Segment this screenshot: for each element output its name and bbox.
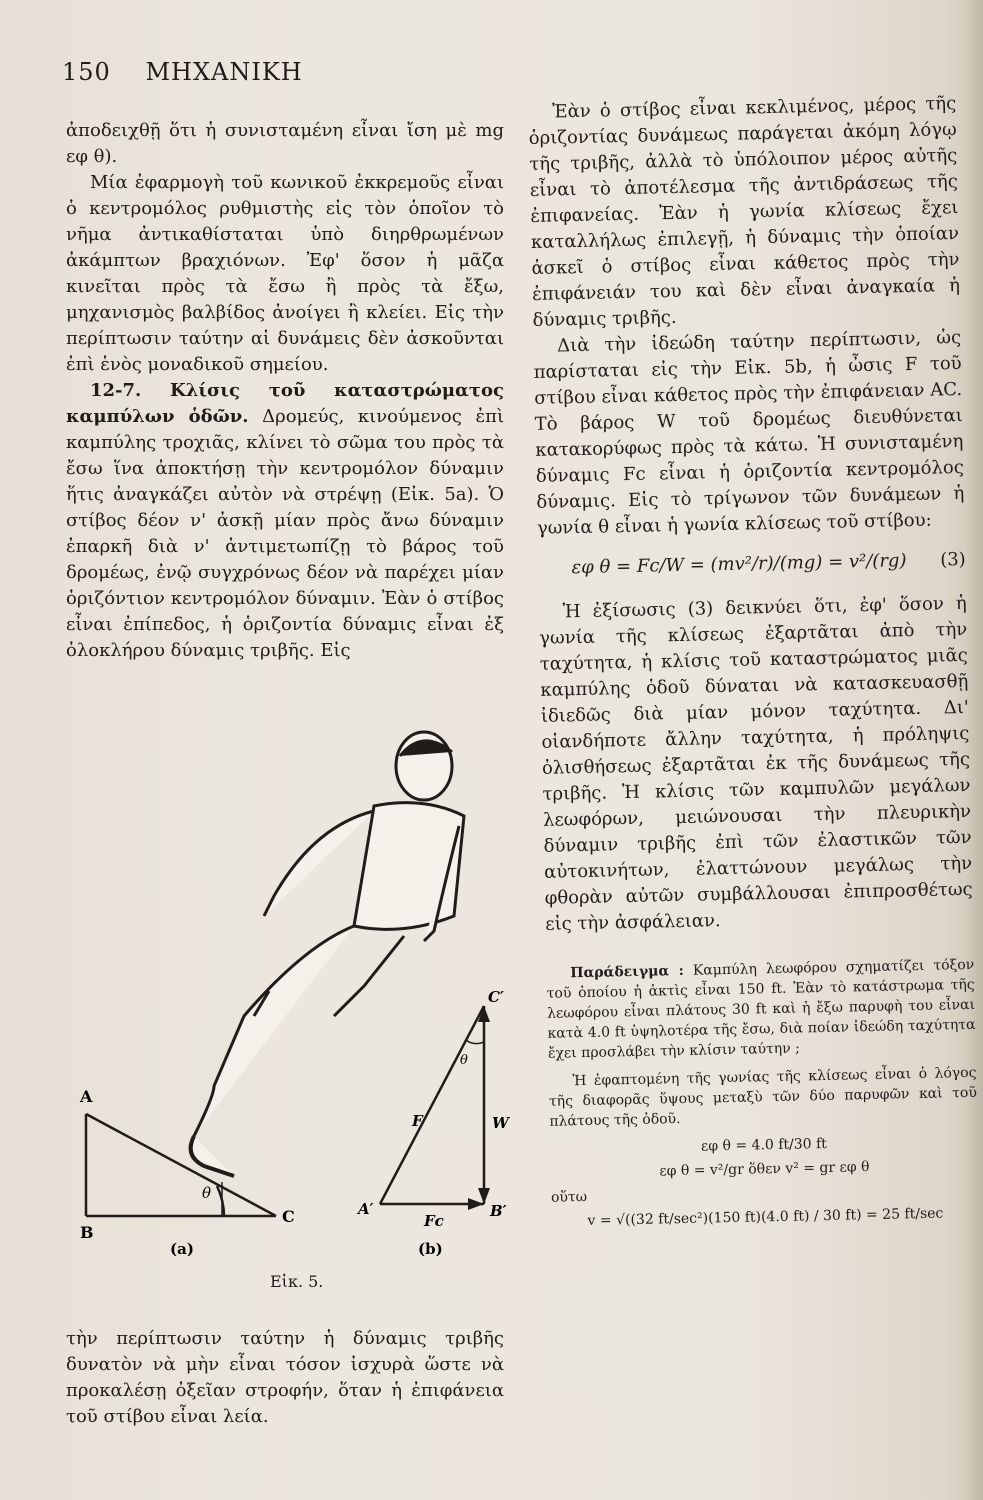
right-column <box>528 91 980 1236</box>
label-C-prime: C′ <box>488 988 504 1006</box>
arrowhead-W <box>478 1188 490 1204</box>
label-a: (a) <box>170 1240 194 1256</box>
paragraph: Δρομεύς, κινούμενος ἐπὶ καμπύλης τροχιᾶς, κλίνει τὸ σῶμα του πρὸς τὰ ἔσω ἵνα ἀποκτήσῃ τὴν κεντρομόλον δύναμιν ἥτις ἀναγκάζει αὐτὸν νὰ στρέψῃ (Εἰκ. 5a). Ὁ στίβος δέον ν' ἀσκῇ μίαν πρὸς ἄνω δύναμιν ἐπαρκῆ διὰ ν' ἀντιμετωπίζῃ τὸ βάρος τοῦ δρομέως, ἐνῷ συγχρόνως δέον νὰ παρέχει μίαν ὁριζόντιον κεντρομόλον δύναμιν. Ἐὰν ὁ στίβος εἶναι ἐπίπεδος, ἡ ὁριζοντία δύναμις εἶναι ἐξ ὁλοκλήρου δύναμις τριβῆς. Εἰς <box>66 406 504 661</box>
label-Fc: Fc <box>424 1212 444 1230</box>
label-A: A <box>80 1087 93 1106</box>
label-C: C <box>282 1207 295 1226</box>
left-column <box>66 118 504 664</box>
page-number: 150 <box>62 58 111 86</box>
example-label: Παράδειγμα : <box>570 962 685 982</box>
label-A-prime: A′ <box>358 1200 374 1218</box>
example-question: Καμπύλη λεωφόρου σχηματίζει τόξον τοῦ ὁποίου ἡ ἀκτὶς εἶναι 150 ft. Ἐὰν τὸ κατάστρωμα τῆς λεωφόρου εἶναι πλάτους 30 ft καὶ ἡ ἔξω παρυφὴ του εἶναι κατὰ 4.0 ft ὑψηλοτέρα τῆς ἔσω, διὰ ποίαν ἰδεώδη ταχύτητα ἔχει προσλάβει τὴν κλίσιν ταύτην ; <box>546 956 976 1062</box>
arrowhead-Fc <box>468 1198 484 1210</box>
label-b: (b) <box>418 1240 443 1256</box>
paragraph: ἀποδειχθῇ ὅτι ἡ συνισταμένη εἶναι ἴση μὲ mg εφ θ). <box>66 120 504 167</box>
calc-line: v = √((32 ft/sec²)(150 ft)(4.0 ft) / 30 ft) = 25 ft/sec <box>587 1205 944 1229</box>
section-heading: 12-7. Κλίσις τοῦ καταστρώματος καμπύλων ὁδῶν. <box>66 380 504 427</box>
paragraph: Διὰ τὴν ἰδεώδη ταύτην περίπτωσιν, ὡς παρίσταται εἰς τὴν Εἰκ. 5b, ἡ ὦσις F τοῦ στίβου εἶναι κάθετος πρὸς τὴν ἐπιφάνειαν AC. Τὸ βάρος W τοῦ δρομέως διευθύνεται κατακορύφως πρὸς τὰ κάτω. Ἡ συνισταμένη δύναμις Fc εἶναι ἡ ὁριζοντία κεντρομόλος δύναμις. Εἰς τὸ τρίγωνον τῶν δυνάμεων ἡ γωνία θ εἶναι ἡ γωνία κλίσεως τοῦ στίβου: <box>533 326 965 539</box>
example-solution: Ἡ ἐφαπτομένη τῆς γωνίας τῆς κλίσεως εἶναι ὁ λόγος τῆς διαφορᾶς ὕψους μεταξὺ τῶν δύο παρυφῶν καὶ τοῦ πλάτους τῆς ὁδοῦ. <box>548 1064 978 1130</box>
equation-text: εφ θ = Fc/W = (mv²/r)/(mg) = v²/(rg) <box>571 550 907 579</box>
calc-prefix: οὕτω <box>550 1189 588 1206</box>
paragraph: Μία ἐφαρμογὴ τοῦ κωνικοῦ ἐκκρεμοῦς εἶναι ὁ κεντρομόλος ρυθμιστὴς εἰς τὸν ὁποῖον τὸ νῆμα ἀντικαθίσταται ὑπὸ διηρθρωμένων ἀκάμπτων βραχιόνων. Ἐφ' ὅσον ἡ μᾶζα κινεῖται πρὸς τὰ ἔσω ἢ πρὸς τὰ ἔξω, μηχανισμὸς βαλβίδος ἀνοίγει ἢ κλείει. Εἰς τὴν περίπτωσιν ταύτην αἱ δυνάμεις δὲν ἀσκοῦνται ἐπὶ ἑνὸς μοναδικοῦ σημείου. <box>66 172 504 375</box>
label-theta: θ <box>202 1184 212 1202</box>
equation-number: (3) <box>940 548 966 571</box>
label-B: B <box>80 1223 94 1242</box>
worked-example <box>546 955 980 1232</box>
label-theta-2: θ <box>460 1053 468 1068</box>
calc-line: εφ θ = v²/gr ὅθεν v² = gr εφ θ <box>659 1159 870 1180</box>
paragraph: Ἡ ἐξίσωσις (3) δεικνύει ὅτι, ἐφ' ὅσον ἡ γωνία τῆς κλίσεως ἐξαρτᾶται ἀπὸ τὴν ταχύτητα, ἡ κλίσις τοῦ καταστρώματος μιᾶς καμπύλης ὁδοῦ δύναται νὰ κατασκευασθῇ ἰδιεδῶς διὰ μίαν μόνον ταχύτητα. Δι' οἱανδήποτε ἄλλην ταχύτητα, ἡ πρόληψις ὀλισθήσεως ἐξαρτᾶται ἐκ τῆς δυνάμεως τῆς τριβῆς. Ἡ κλίσις τῶν καμπυλῶν μεγάλων λεωφόρων, μειώνουσαι τὴν πλευρικὴν δύναμιν τριβῆς ἐπὶ τῶν ἐλαστικῶν τῶν αὐτοκινήτων, ἐλαττώνουν μεγάλως τὴν φθορὰν αὐτῶν συμβάλλουσαι ἐπιπροσθέτως εἰς τὴν ἀσφάλειαν. <box>539 592 973 935</box>
label-B-prime: B′ <box>490 1202 507 1220</box>
calc-line: εφ θ = 4.0 ft/30 ft <box>700 1135 828 1155</box>
runner-illustration <box>191 732 464 1176</box>
figure-runner-and-force-triangle <box>74 716 514 1256</box>
left-column-continued: τὴν περίπτωσιν ταύτην ἡ δύναμις τριβῆς δυνατὸν νὰ μὴν εἶναι τόσον ἰσχυρὰ ὥστε νὰ προκαλέσῃ ὀξεῖαν στροφήν, ὅταν ἡ ἐπιφάνεια τοῦ στίβου εἶναι λεία. <box>66 1328 504 1427</box>
figure-caption: Εἰκ. 5. <box>270 1272 324 1291</box>
paragraph: Ἐὰν ὁ στίβος εἶναι κεκλιμένος, μέρος τῆς ὁριζοντίας δυνάμεως παράγεται ἀκόμη λόγῳ τῆς τριβῆς, ἀλλὰ τὸ ὑπόλοιπον μέρος αὐτῆς εἶναι τὸ ἀποτέλεσμα τῆς ἀντιδράσεως τῆς ἐπιφανείας. Ἐὰν ἡ γωνία κλίσεως ἔχει καταλλήλως ἐπιλεγῇ, ἡ δύναμις τὴν ὁποίαν ἀσκεῖ ὁ στίβος εἶναι κάθετος πρὸς τὴν ἐπιφάνειάν του καὶ δὲν εἶναι ἀναγκαία ἡ δύναμις τριβῆς. <box>528 93 961 331</box>
label-W: W <box>492 1114 509 1132</box>
incline-diagram-a <box>86 1114 276 1216</box>
equation-3 <box>538 547 966 582</box>
label-F: F <box>412 1112 423 1130</box>
running-title: ΜΗΧΑΝΙΚΗ <box>145 58 303 86</box>
force-triangle-b <box>380 1006 484 1204</box>
page-header <box>62 58 303 86</box>
